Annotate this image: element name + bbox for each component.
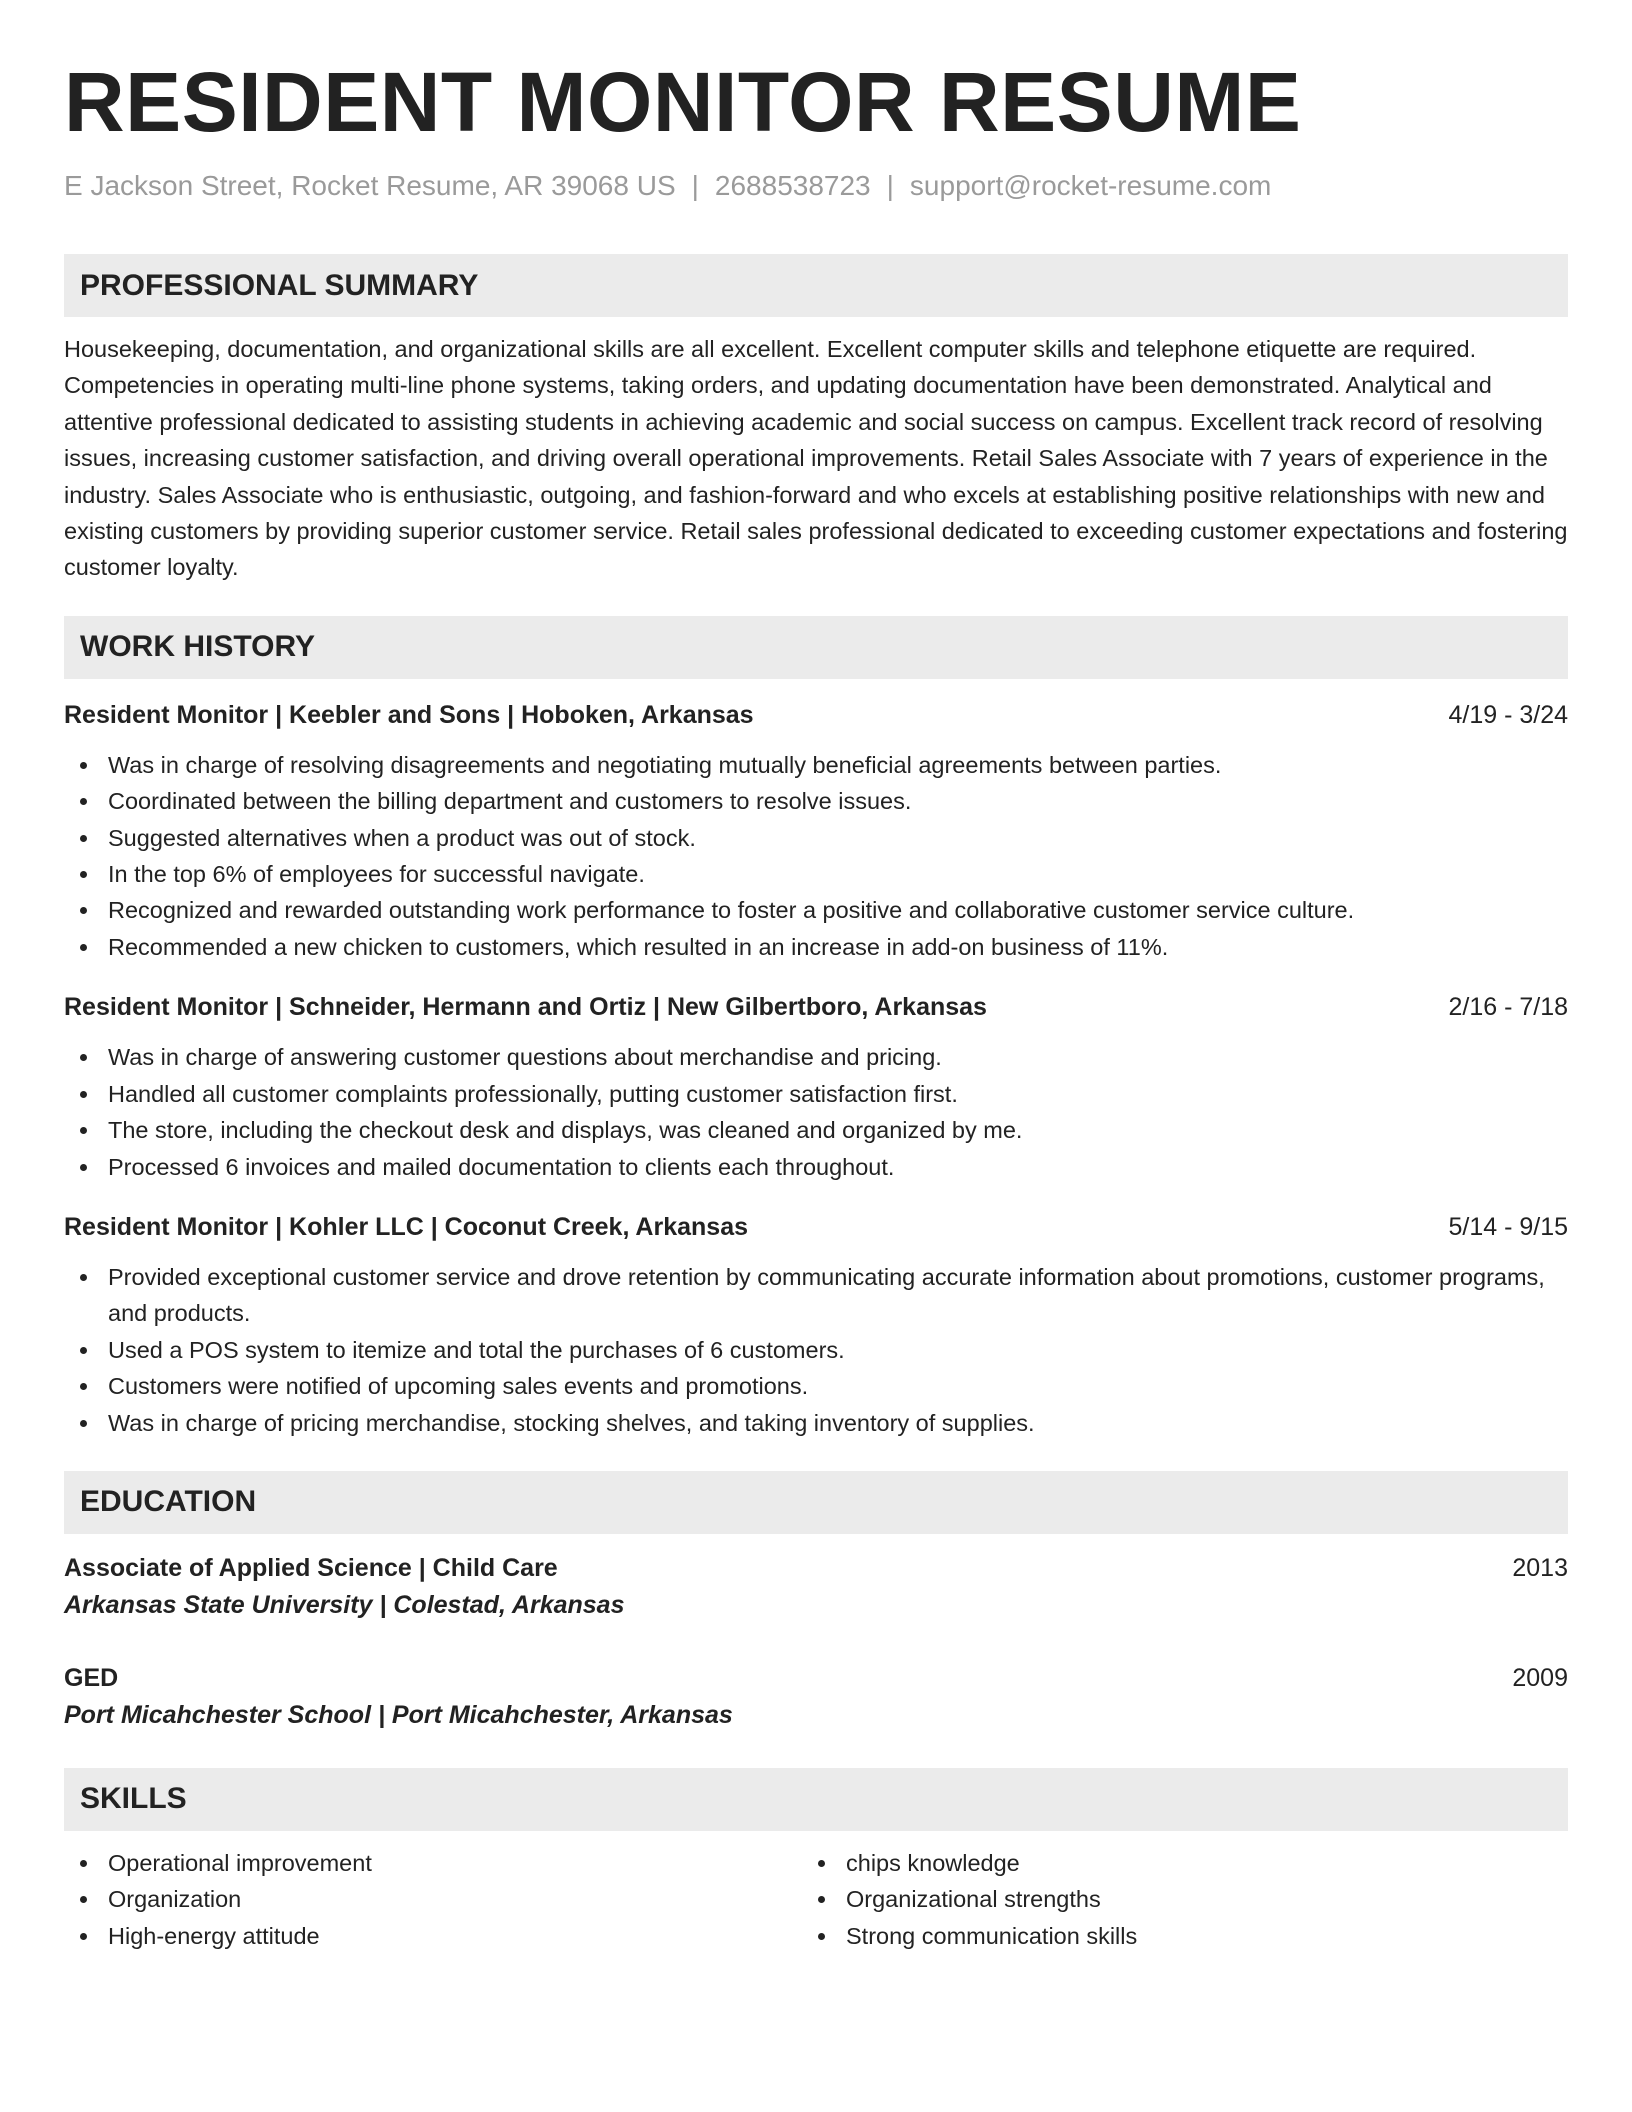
bullet-icon <box>80 1127 87 1134</box>
skills-column-right <box>802 1845 1568 1954</box>
summary-heading: PROFESSIONAL SUMMARY <box>64 254 1568 317</box>
job-bullets <box>64 1039 1568 1185</box>
job-title: Resident Monitor | Keebler and Sons | Hoboken, Arkansas <box>64 700 754 729</box>
skills-heading: SKILLS <box>64 1768 1568 1831</box>
resume-title: RESIDENT MONITOR RESUME <box>64 55 1302 149</box>
bullet-icon <box>80 1933 87 1940</box>
bullet-text: Provided exceptional customer service and drove retention by communicating accurate information about promotions, customer programs, and products. <box>108 1263 1545 1327</box>
bullet-text: Used a POS system to itemize and total the purchases of 6 customers. <box>108 1336 845 1363</box>
skill-text: Strong communication skills <box>846 1922 1138 1949</box>
job-entry <box>64 1209 1568 1441</box>
bullet-text: Was in charge of answering customer questions about merchandise and pricing. <box>108 1044 942 1071</box>
contact-email: support@rocket-resume.com <box>909 170 1272 201</box>
bullet-icon <box>80 1383 87 1390</box>
list-item <box>802 1845 1568 1881</box>
education-heading: EDUCATION <box>64 1471 1568 1534</box>
list-item <box>64 1845 802 1881</box>
skill-text: Operational improvement <box>108 1849 372 1876</box>
bullet-icon <box>80 1860 87 1867</box>
skills-column-left <box>64 1845 802 1954</box>
job-dates: 5/14 - 9/15 <box>1448 1212 1568 1241</box>
education-degree: GED <box>64 1663 119 1692</box>
job-bullets <box>64 1259 1568 1441</box>
bullet-text: Handled all customer complaints professionally, putting customer satisfaction first. <box>108 1080 958 1107</box>
job-bullets <box>64 747 1568 965</box>
list-item <box>64 1368 1568 1404</box>
bullet-text: Was in charge of resolving disagreements and negotiating mutually beneficial agreements between parties. <box>108 751 1222 778</box>
contact-separator: | <box>691 170 699 201</box>
list-item <box>802 1881 1568 1917</box>
job-entry <box>64 989 1568 1185</box>
skill-text: High-energy attitude <box>108 1922 320 1949</box>
bullet-icon <box>80 944 87 951</box>
job-dates: 2/16 - 7/18 <box>1448 993 1568 1022</box>
list-item <box>64 892 1568 928</box>
bullet-icon <box>80 762 87 769</box>
list-item <box>64 856 1568 892</box>
education-school: Port Micahchester School | Port Micahchester, Arkansas <box>64 1700 733 1729</box>
bullet-icon <box>80 1420 87 1427</box>
skill-text: Organizational strengths <box>846 1886 1101 1913</box>
contact-line <box>64 168 1568 204</box>
bullet-icon <box>818 1860 825 1867</box>
bullet-text: Recommended a new chicken to customers, which resulted in an increase in add-on business of 11%. <box>108 933 1169 960</box>
list-item <box>64 783 1568 819</box>
job-dates: 4/19 - 3/24 <box>1448 700 1568 729</box>
education-year: 2009 <box>1512 1663 1568 1692</box>
bullet-icon <box>80 907 87 914</box>
bullet-icon <box>80 1091 87 1098</box>
list-item <box>64 1918 802 1954</box>
bullet-icon <box>80 1054 87 1061</box>
list-item <box>64 1405 1568 1441</box>
job-title: Resident Monitor | Schneider, Hermann and Ortiz | New Gilbertboro, Arkansas <box>64 993 987 1022</box>
work-history-heading: WORK HISTORY <box>64 616 1568 679</box>
list-item <box>64 747 1568 783</box>
bullet-text: Processed 6 invoices and mailed documentation to clients each throughout. <box>108 1153 895 1180</box>
bullet-text: Recognized and rewarded outstanding work performance to foster a positive and collaborative customer service culture. <box>108 897 1355 924</box>
bullet-text: Customers were notified of upcoming sales events and promotions. <box>108 1373 809 1400</box>
job-title: Resident Monitor | Kohler LLC | Coconut Creek, Arkansas <box>64 1212 748 1241</box>
bullet-text: In the top 6% of employees for successful navigate. <box>108 861 645 888</box>
bullet-icon <box>818 1896 825 1903</box>
education-entry <box>64 1550 1568 1624</box>
list-item <box>64 929 1568 965</box>
education-year: 2013 <box>1512 1553 1568 1582</box>
list-item <box>64 1332 1568 1368</box>
skill-text: chips knowledge <box>846 1849 1020 1876</box>
bullet-text: Suggested alternatives when a product was out of stock. <box>108 824 696 851</box>
bullet-text: Was in charge of pricing merchandise, stocking shelves, and taking inventory of supplies. <box>108 1409 1035 1436</box>
summary-text: Housekeeping, documentation, and organizational skills are all excellent. Excellent computer skills and telephone etiquette are required. Competencies in operating multi-line phone systems, taking orders, and updating documentation have been demonstrated. Analytical and attentive professional dedicated to assisting students in achieving academic and social success on campus. Excellent track record of resolving issues, increasing customer satisfaction, and driving overall operational improvements. Retail Sales Associate with 7 years of experience in the industry. Sales Associate who is enthusiastic, outgoing, and fashion-forward and who excels at establishing positive relationships with new and existing customers by providing superior customer service. Retail sales professional dedicated to exceeding customer expectations and fostering customer loyalty. <box>64 336 1568 581</box>
bullet-icon <box>80 1347 87 1354</box>
list-item <box>64 820 1568 856</box>
bullet-icon <box>80 1896 87 1903</box>
list-item <box>64 1881 802 1917</box>
bullet-icon <box>80 1164 87 1171</box>
education-school: Arkansas State University | Colestad, Arkansas <box>64 1590 625 1619</box>
list-item <box>64 1039 1568 1075</box>
skills-list <box>64 1845 1568 1954</box>
bullet-icon <box>80 835 87 842</box>
bullet-text: Coordinated between the billing department and customers to resolve issues. <box>108 788 912 815</box>
contact-separator: | <box>886 170 894 201</box>
skill-text: Organization <box>108 1886 242 1913</box>
list-item <box>64 1112 1568 1148</box>
bullet-text: The store, including the checkout desk and displays, was cleaned and organized by me. <box>108 1117 1023 1144</box>
bullet-icon <box>80 1274 87 1281</box>
bullet-icon <box>818 1933 825 1940</box>
contact-address: E Jackson Street, Rocket Resume, AR 39068 US <box>64 170 676 201</box>
list-item <box>64 1149 1568 1185</box>
list-item <box>64 1259 1568 1332</box>
job-entry <box>64 697 1568 965</box>
list-item <box>64 1076 1568 1112</box>
contact-phone: 2688538723 <box>714 170 871 201</box>
bullet-icon <box>80 871 87 878</box>
education-entry <box>64 1660 1568 1734</box>
education-degree: Associate of Applied Science | Child Care <box>64 1553 558 1582</box>
bullet-icon <box>80 798 87 805</box>
list-item <box>802 1918 1568 1954</box>
